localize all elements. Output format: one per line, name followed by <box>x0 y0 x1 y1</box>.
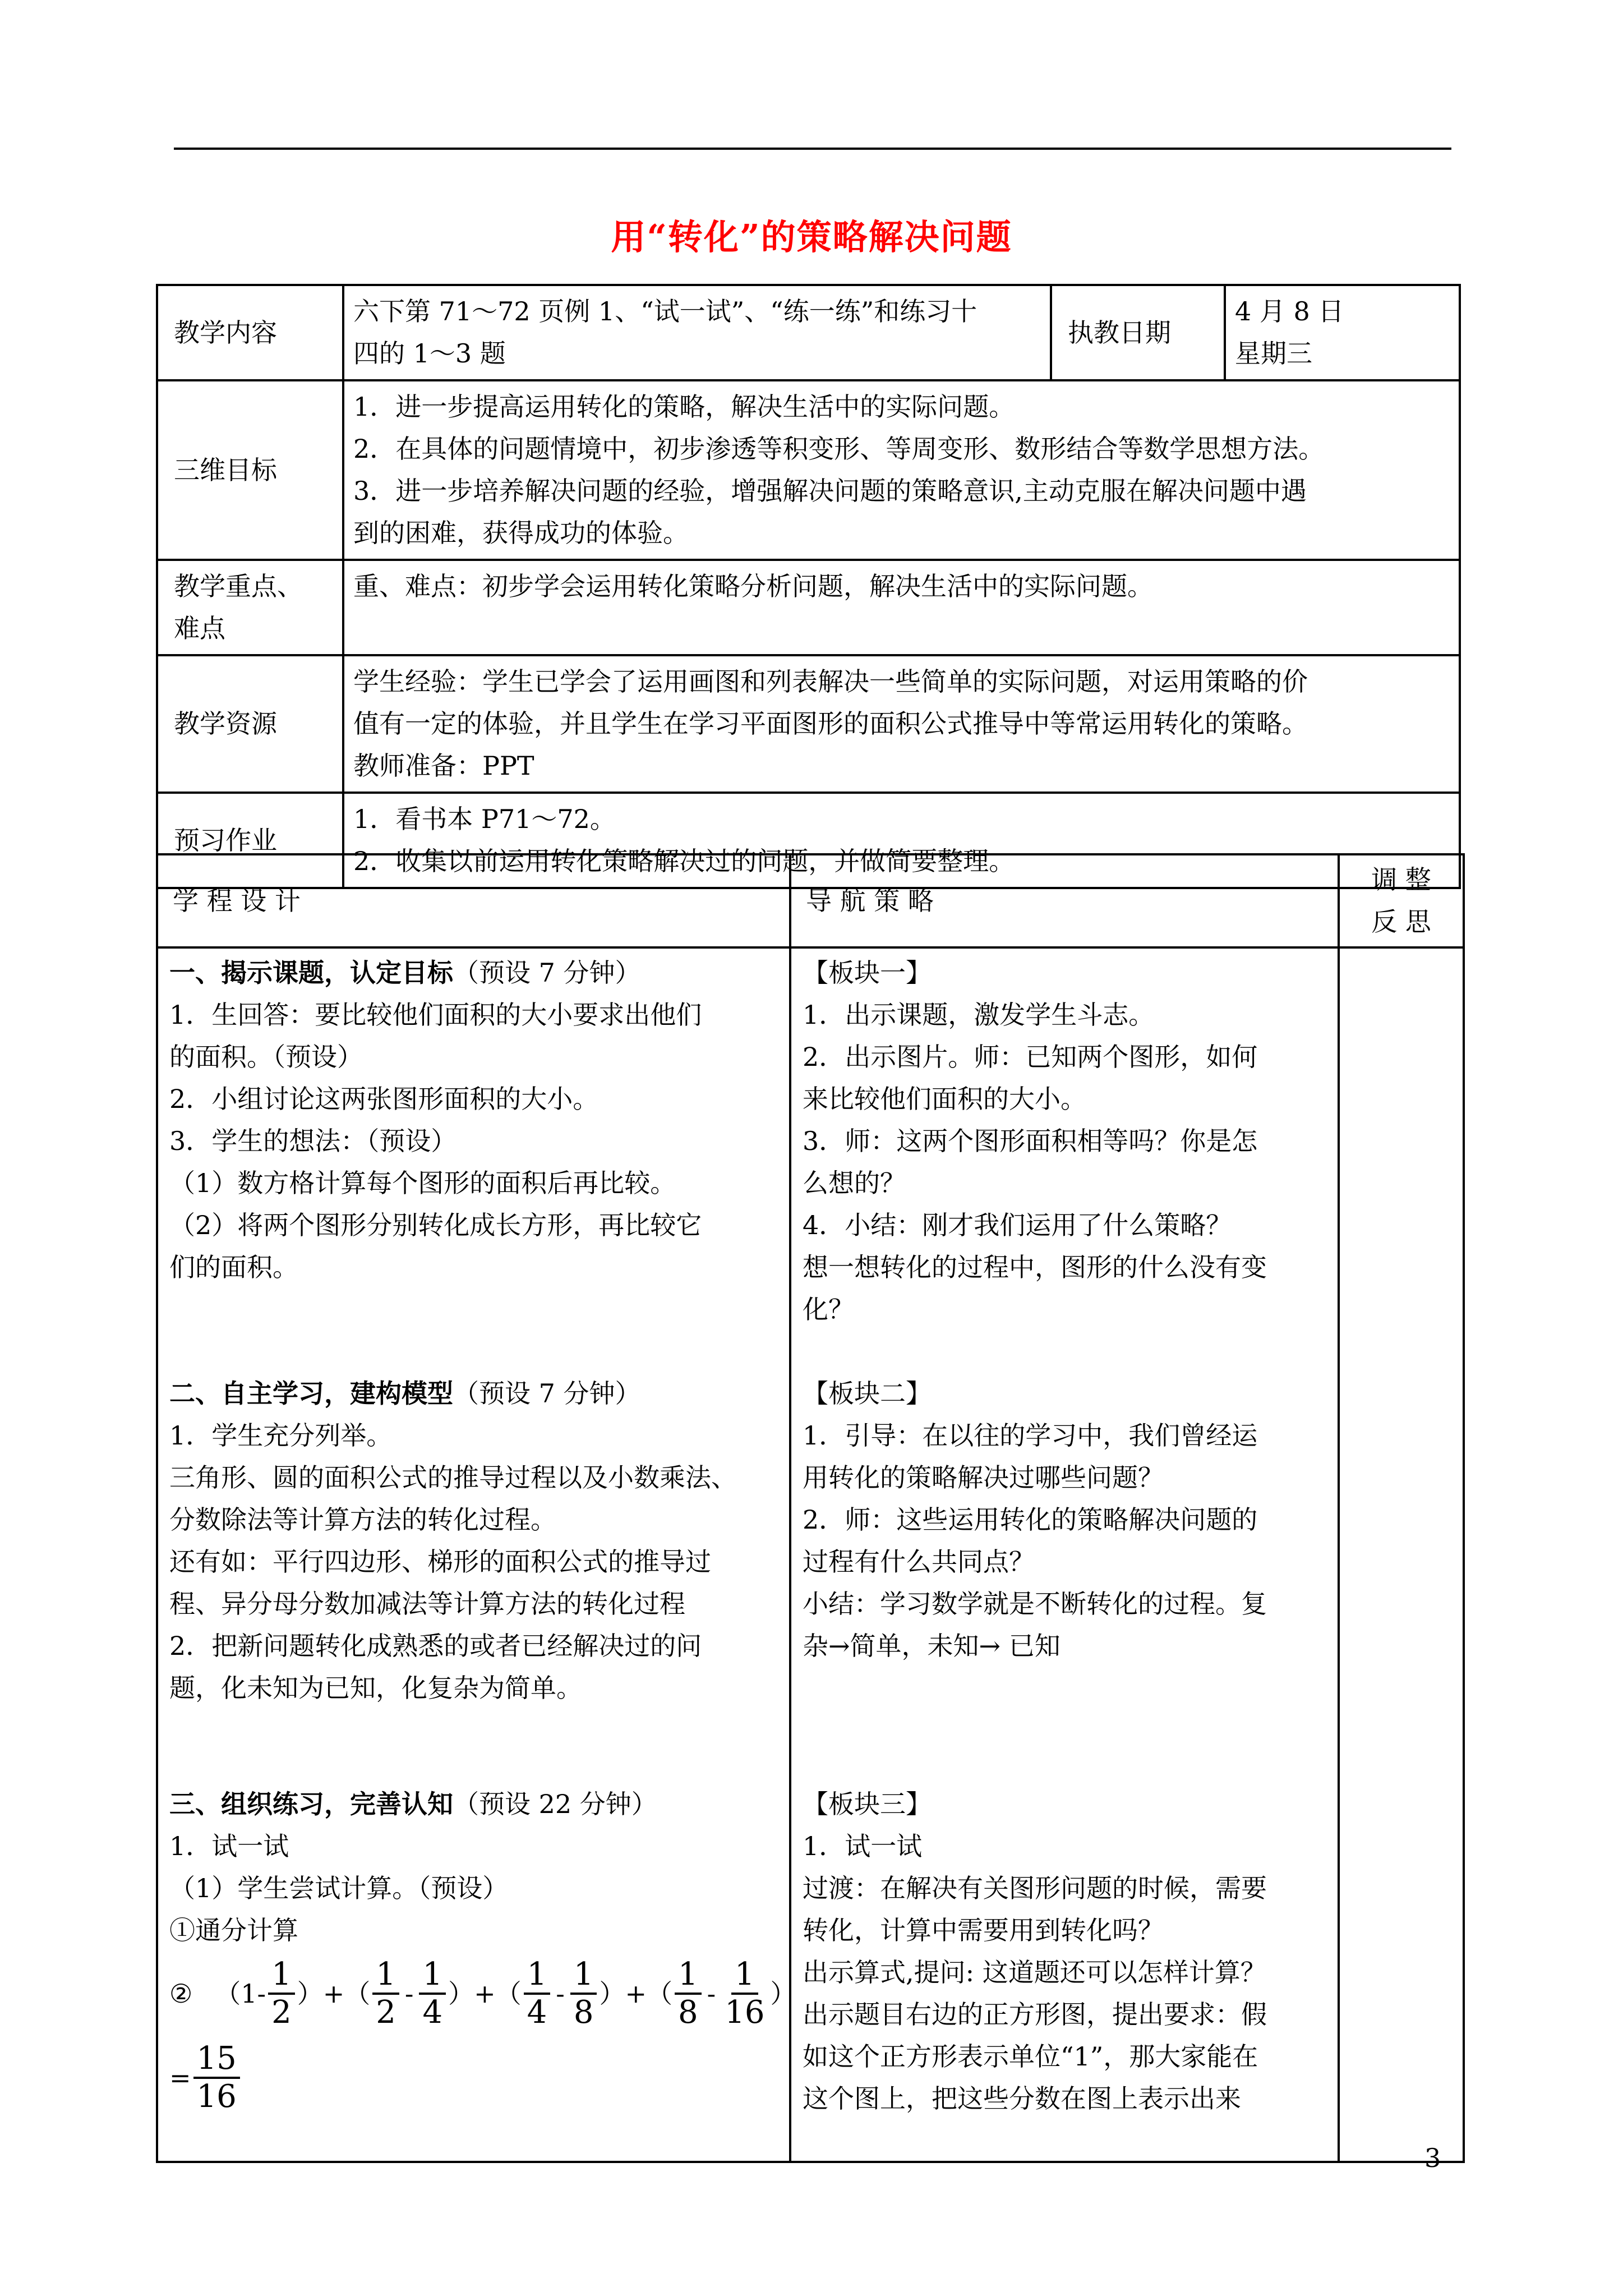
content-line: 六下第 71～72 页例 1、“试一试”、“练一练”和练习十 <box>353 296 978 326</box>
strategy-line: 过程有什么共同点？ <box>803 1547 1035 1577</box>
section-2-time: （预设 7 分钟） <box>453 1378 641 1409</box>
preview-line: 2．收集以前运用转化策略解决过的问题，并做简要整理。 <box>353 846 1015 876</box>
fraction-denominator: 16 <box>196 2078 237 2115</box>
fraction-numerator: 1 <box>524 1957 551 1995</box>
key-label-line: 教学重点、 <box>174 571 303 601</box>
fraction-numerator: 15 <box>193 2041 240 2079</box>
formula-result <box>169 2036 778 2120</box>
lesson-design-table <box>156 853 1465 2163</box>
fraction-denominator: 2 <box>376 1994 396 2031</box>
reflection-header-line: 调 整 <box>1371 864 1431 895</box>
block-1-title: 【板块一】 <box>803 958 932 988</box>
weekday-value: 星期三 <box>1235 338 1312 369</box>
strategy-header-text: 导 航 策 略 <box>806 885 934 916</box>
date-value: 4 月 8 日 <box>1235 296 1344 326</box>
section-1-heading <box>169 952 778 994</box>
fraction-denominator: 8 <box>573 1994 594 2031</box>
reflection-header <box>1339 854 1464 947</box>
content-cell <box>343 285 1051 380</box>
design-line: 1．生回答：要比较他们面积的大小要求出他们 <box>169 1000 702 1030</box>
design-line: 们的面积。 <box>169 1252 298 1282</box>
section-1-time: （预设 7 分钟） <box>453 958 641 988</box>
resource-line: 学生经验：学生已学会了运用画图和列表解决一些简单的实际问题，对运用策略的价 <box>353 666 1308 697</box>
fraction <box>524 1957 551 2031</box>
fraction-formula <box>169 1952 796 2036</box>
goals-label: 三维目标 <box>157 380 343 560</box>
design-line: 的面积。（预设） <box>169 1042 363 1072</box>
section-3-title: 三、组织练习，完善认知 <box>169 1789 453 1819</box>
key-points-label <box>157 560 343 655</box>
design-line: 2．把新问题转化成熟悉的或者已经解决过的问 <box>169 1631 702 1661</box>
fraction-numerator: 1 <box>268 1957 295 1995</box>
page-number: 3 <box>1424 2143 1441 2173</box>
strategy-line: 么想的？ <box>803 1168 906 1198</box>
strategy-line: 2．师：这些运用转化的策略解决问题的 <box>803 1504 1258 1535</box>
fraction-numerator: 1 <box>419 1957 446 1995</box>
design-line: 还有如：平行四边形、梯形的面积公式的推导过 <box>169 1547 711 1577</box>
spacer <box>169 1289 778 1373</box>
design-line: 三角形、圆的面积公式的推导过程以及小数乘法、 <box>169 1462 737 1493</box>
formula-operator: - <box>707 1978 716 2009</box>
preview-label: 预习作业 <box>157 793 343 888</box>
design-line: 3．学生的想法：（预设） <box>169 1126 457 1156</box>
design-column <box>157 947 796 2162</box>
formula-operator: ）+（ <box>297 1978 371 2009</box>
section-2-title: 二、自主学习，建构模型 <box>169 1378 453 1409</box>
content-label: 教学内容 <box>157 285 343 380</box>
formula-paren: ） <box>770 1978 796 2009</box>
preview-line: 1．看书本 P71～72。 <box>353 804 616 834</box>
goal-line: 3．进一步培养解决问题的经验，增强解决问题的策略意识,主动克服在解决问题中遇 <box>353 476 1307 506</box>
strategy-line: 如这个正方形表示单位“1”，那大家能在 <box>803 2041 1258 2072</box>
resources-cell <box>343 655 1460 793</box>
formula-paren: （1- <box>215 1978 266 2009</box>
formula-marker: ② <box>169 1978 193 2009</box>
strategy-line: 出示算式,提问: 这道题还可以怎样计算？ <box>803 1957 1266 1987</box>
date-cell <box>1225 285 1460 380</box>
formula-operator: - <box>556 1978 565 2009</box>
formula-operator: - <box>404 1978 414 2009</box>
strategy-line: 3．师：这两个图形面积相等吗？你是怎 <box>803 1126 1258 1156</box>
fraction <box>193 2041 240 2115</box>
lesson-info-table <box>156 284 1461 889</box>
design-line: ①通分计算 <box>169 1915 298 1945</box>
strategy-line: 1．出示课题，激发学生斗志。 <box>803 1000 1155 1030</box>
content-line: 四的 1～3 题 <box>353 338 506 369</box>
fraction-denominator: 4 <box>527 1994 547 2031</box>
section-2-heading <box>169 1373 778 1415</box>
fraction-denominator: 8 <box>678 1994 698 2031</box>
block-2-title: 【板块二】 <box>803 1378 932 1409</box>
resource-line: 值有一定的体验，并且学生在学习平面图形的面积公式推导中等常运用转化的策略。 <box>353 708 1308 739</box>
fraction-denominator: 4 <box>422 1994 443 2031</box>
fraction-numerator: 1 <box>675 1957 702 1995</box>
strategy-line: 来比较他们面积的大小。 <box>803 1084 1086 1114</box>
spacer <box>803 1331 1326 1373</box>
reflection-column <box>1339 947 1464 2162</box>
section-1-title: 一、揭示课题，认定目标 <box>169 958 453 988</box>
fraction-numerator: 1 <box>570 1957 597 1995</box>
spacer <box>803 1667 1326 1783</box>
strategy-line: 杂→简单，未知→ 已知 <box>803 1631 1061 1661</box>
header-rule <box>174 148 1451 150</box>
fraction <box>675 1957 702 2031</box>
strategy-line: 转化，计算中需要用到转化吗？ <box>803 1915 1164 1945</box>
reflection-header-line: 反 思 <box>1371 907 1431 937</box>
strategy-line: 1．引导：在以往的学习中，我们曾经运 <box>803 1420 1258 1451</box>
goal-line: 到的困难，获得成功的体验。 <box>353 518 689 548</box>
strategy-line: 用转化的策略解决过哪些问题？ <box>803 1462 1164 1493</box>
design-line: （1）学生尝试计算。（预设） <box>169 1873 509 1903</box>
fraction <box>570 1957 597 2031</box>
design-header <box>157 854 790 947</box>
fraction-numerator: 1 <box>372 1957 399 1995</box>
design-line: （2）将两个图形分别转化成长方形，再比较它 <box>169 1210 702 1240</box>
strategy-line: 2．出示图片。师：已知两个图形，如何 <box>803 1042 1258 1072</box>
goal-line: 2．在具体的问题情境中，初步渗透等积变形、等周变形、数形结合等数学思想方法。 <box>353 434 1325 464</box>
strategy-line: 4．小结：刚才我们运用了什么策略？ <box>803 1210 1232 1240</box>
spacer <box>169 1709 778 1783</box>
strategy-line: 小结：学习数学就是不断转化的过程。复 <box>803 1589 1267 1619</box>
design-line: 1．试一试 <box>169 1831 289 1861</box>
resources-label: 教学资源 <box>157 655 343 793</box>
fraction-denominator: 2 <box>271 1994 292 2031</box>
fraction-numerator: 1 <box>731 1957 758 1995</box>
block-3-title: 【板块三】 <box>803 1789 932 1819</box>
design-line: （1）数方格计算每个图形的面积后再比较。 <box>169 1168 676 1198</box>
formula-equals: = <box>169 2062 191 2093</box>
strategy-line: 过渡：在解决有关图形问题的时候，需要 <box>803 1873 1267 1903</box>
strategy-line: 这个图上，把这些分数在图上表示出来 <box>803 2083 1241 2114</box>
page-title: 用“转化”的策略解决问题 <box>611 217 1012 257</box>
section-3-heading <box>169 1783 778 1825</box>
design-header-text: 学 程 设 计 <box>173 885 301 916</box>
design-line: 程、异分母分数加减法等计算方法的转化过程 <box>169 1589 685 1619</box>
resource-line: 教师准备：PPT <box>353 751 534 781</box>
formula-operator: ）+（ <box>448 1978 522 2009</box>
strategy-line: 化？ <box>803 1294 854 1324</box>
date-label: 执教日期 <box>1051 285 1225 380</box>
fraction <box>419 1957 446 2031</box>
design-line: 分数除法等计算方法的转化过程。 <box>169 1504 556 1535</box>
section-3-time: （预设 22 分钟） <box>453 1789 657 1819</box>
key-label-line: 难点 <box>174 613 225 643</box>
strategy-line: 想一想转化的过程中，图形的什么没有变 <box>803 1252 1267 1282</box>
strategy-line: 出示题目右边的正方形图，提出要求：假 <box>803 1999 1267 2030</box>
formula-operator: ）+（ <box>599 1978 672 2009</box>
design-line: 1．学生充分列举。 <box>169 1420 393 1451</box>
strategy-line: 1．试一试 <box>803 1831 923 1861</box>
strategy-column <box>790 947 1339 2162</box>
fraction-denominator: 16 <box>725 1994 765 2031</box>
key-points-cell: 重、难点：初步学会运用转化策略分析问题，解决生活中的实际问题。 <box>343 560 1460 655</box>
goal-line: 1．进一步提高运用转化的策略，解决生活中的实际问题。 <box>353 392 1015 422</box>
goals-cell <box>343 380 1460 560</box>
strategy-header <box>790 854 1339 947</box>
fraction <box>268 1957 295 2031</box>
design-line: 2．小组讨论这两张图形面积的大小。 <box>169 1084 599 1114</box>
design-line: 题，化未知为已知，化复杂为简单。 <box>169 1673 582 1703</box>
fraction <box>372 1957 399 2031</box>
fraction <box>721 1957 768 2031</box>
